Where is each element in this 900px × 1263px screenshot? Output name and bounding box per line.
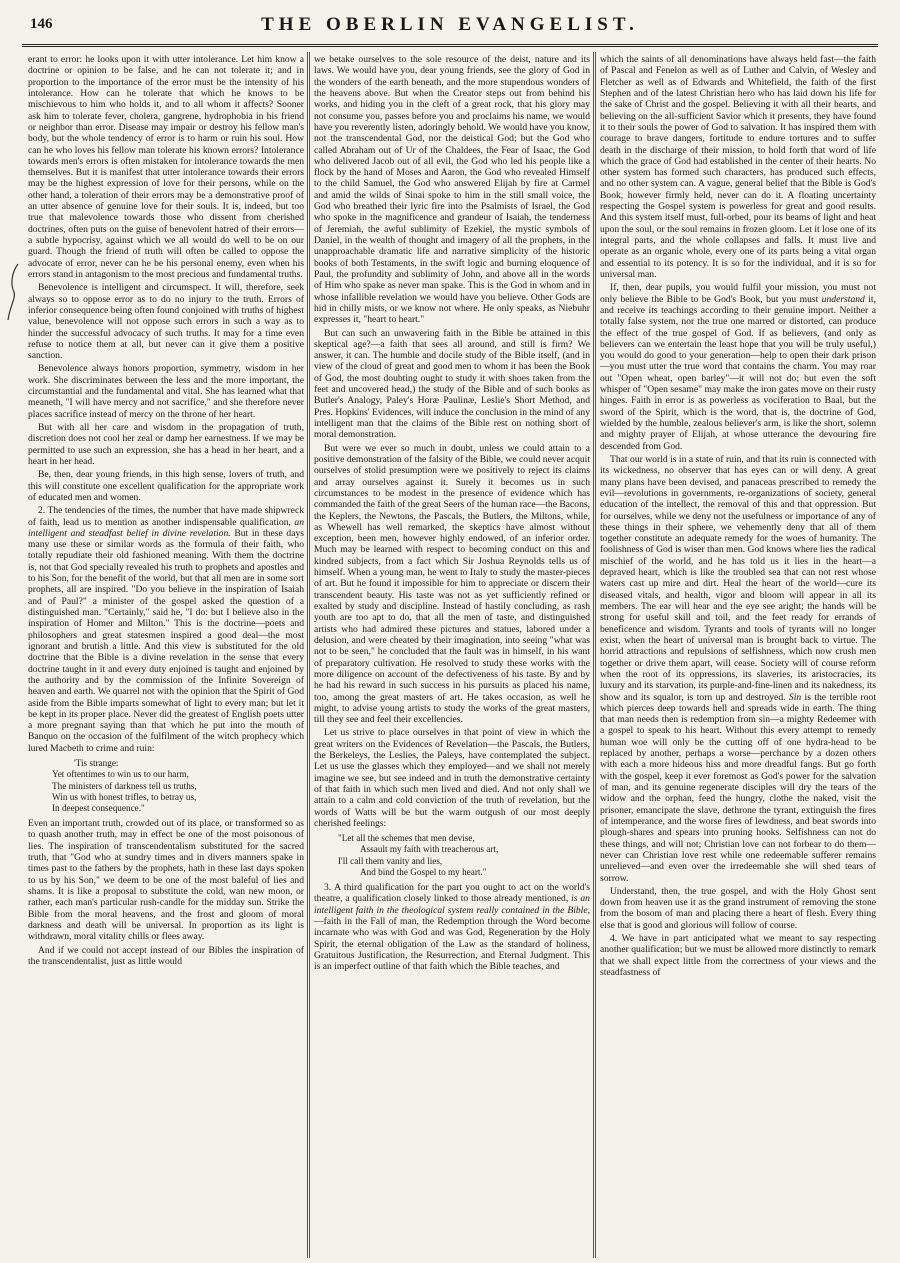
poem-line: I'll call them vanity and lies, (338, 855, 443, 866)
emphasis-text: understand (821, 293, 865, 305)
paragraph (600, 282, 876, 452)
paragraph: But were we ever so much in doubt, unless we could attain to a positive demonstration of the falsity of the Bible, we could never acquit ourselves of stolid presumption were we positively to reject its claims and array ourselves against it. Surely it becomes us in such circumstances to be modest in the presence of evidence which has commanded the faith of the great Seers of the human race—the Bacons, the Keplers, the Newtons, the Pascals, the Butlers, the Miltons, while, as Whewell has well remarked, the skeptics have almost without exception, been men, however highly endowed, of an inferior order. Much may be learned with respect to becoming conduct on this and kindred subjects, from a fact which Sir Joshua Reynolds tells us of himself. When a young man, he went to Italy to study the master-pieces of art. But he found it impossible for him to appreciate or discern their transcendent beauty. His taste was not as yet sufficiently refined or exalted by study and discipline. Instead of hastily concluding, as rash youth are too apt to do, that all the men of taste, and distinguished artists who had admired these pictures and statues, labored under a delusion, and were cheated by their imagination, into seeing "what was not to be seen," he concluded that the fault was in himself, in his want of preparatory cultivation. He resolved to study these works with the more diligence on account of the defectiveness of his taste. By and by he had his reward in such success in his pursuits as placed his name, too, among the great masters of art. He takes occasion, as well he might, to advise young artists to study the works of the great masters, till they see and feel their excellencies. (314, 442, 590, 726)
column-1 (28, 54, 304, 1254)
paragraph: erant to error: he looks upon it with utter intolerance. Let him know a doctrine or opinion to be false, and he can not tolerate it; and in proportion to the importance of the error must be the intensity of his intolerance. How can he tolerate that which he knows to be mischievous to him who holds it, and to all whom it affects? Sooner ask him to tolerate fever, cholera, gangrene, hydrophobia in his friend or neighbor than error. Disease may impair or destroy his fellow man's body, but the whole tendency of error is to harm or ruin his soul. How can he who loves his fellow man tolerate his known errors? Intolerance towards men's errors is often mistaken for intolerance towards the men themselves. But it is manifest that utter intolerance towards their errors may be the highest expression of love for their persons, while on the other hand, a toleration of their errors may be a demonstrative proof of an utter absence of genuine love for their souls. It is, indeed, but too true that malevolence towards those who dissent from cherished doctrines, often puts on the guise of benevolent hatred of their errors—a subtle hypocrisy, against which we all would do well to be on our guard. Though the friend of truth will often be called to oppose the advocate of error, never can he be his personal enemy, even when his errors stand in antagonism to the most precious and fundamental truths. (28, 54, 304, 280)
paragraph (600, 454, 876, 884)
column-divider (593, 52, 596, 1258)
poem-line: "Let all the schemes that men devise, (338, 833, 475, 844)
page-header (22, 8, 878, 48)
text-run: If, then, dear pupils, you would fulfil your mission, you must not only believe the Bible to be God's Book, but you must (600, 282, 876, 305)
text-run: is the terrible root which pierces deep towards hell and spreads wide in earth. The thing that man needs then is redemption from sin—a mighty Redeemer with a gospel to speak to his heart. Without this every attempt to remedy human woe will only be the cutting off of one hydra-head to be replaced by another, perhaps a worse—perchance by a dozen others with each a more hideous hiss and more dreadful fangs. But go forth with the gospel, keep it ever foremost as God's power for the salvation of man, and its genuine regenerate disciples will dry the tears of the widow and the orphan, feed the hungry, clothe the naked, visit the prisoner, emancipate the slave, dethrone the tyrant, extinguish the fires of intemperance, and the worse fires of lewdness, and beat swords into plough-shares and spears into pruning hooks. Selfishness can not do these things, and will not; Christian love can not forbear to do them—never can Christian love rest while one redeemable sufferer remains unrelieved—and even over the irredeemable she will shed tears of sorrow. (600, 691, 876, 884)
paragraph: Let us strive to place ourselves in that point of view in which the great writers on the Evidences of Revelation—the Pascals, the Butlers, the Berkeleys, the Leslies, the Paleys, have contemplated the subject. Let us use the glasses which they employed—and we shall not merely imagine we see, but see indeed and in truth the demonstrative certainty of that faith in which such men lived and died. And not only shall we attain to a calm and cold conviction of the truth of revelation, but the words of Watts will be but the warm outgush of our most deeply cherished feelings: (314, 727, 590, 829)
paragraph: Benevolence always honors proportion, symmetry, wisdom in her work. She discriminates between the less and the more important, the circumstantial and the fundamental and vital. She has learned what that meaneth, "I will have mercy and not sacrifice," and she therefore never places sacrifice instead of mercy on the throne of her heart. (28, 363, 304, 420)
text-run: 3. A third qualification for the part you ought to act on the world's theatre, a qualification closely linked to those already mentioned, (314, 882, 590, 905)
poem-line: Assault my faith with treacherous art, (360, 844, 499, 855)
text-run: —faith in the Fall of man, the Redemption through the Word become incarnate who was with God and was God, Regeneration by the Holy Spirit, the eternal obligation of the Law as the standard of holiness, Gratuitous Justification, the Resurrection, and Eternal Judgment. This is an imperfect outline of that faith which the Bible teaches, and (314, 916, 590, 973)
text-run: That our world is in a state of ruin, and that its ruin is connected with its wickedness, no observer that has eyes can or will deny. A great many plans have been devised, and panaceas prescribed to remedy the evil—revolutions in governments, re-organizations of society, general education of the intellect, the removal of this and that oppression. But for ourselves, while we deny not the usefulness or importance of any of these things in their sphere, we vehemently deny that all of them together constitute an adequate remedy for the woes of humanity. The foolishness of God is wiser than men. God knows where lies the radical mischief of the world, and he has told us it lies in the heart—a depraved heart, which is like the troubled sea that can not rest whose waters cast up mire and dirt. Heal the heart of the world—cure its diseased vitals, and health, vigor and bloom will appear in all its members. The ear will hear and the eye see aright; the hands will be strong for useful skill and toil, and the feet ready for errands of beneficence and wisdom. Tyrants and tools of tyrants will no longer exist, when the heart of universal man is brought back to virtue. The horrid attractions and repulsions of selfishness, which now crush men together or drive them apart, will cease. Society will of course reform when the root of its oppressions, its slaveries, its aristocracies, its luxury and its starvation, its purple-and-fine-linen and its nakedness, its show and its squalor, is torn up and destroyed. (600, 453, 876, 703)
column-divider (307, 52, 310, 1258)
paragraph (28, 505, 304, 754)
poem-line: 'Tis strange: (74, 758, 119, 769)
poem-quote (52, 758, 304, 814)
text-run: it, and receive its teachings according to their genuine import. Neither a totally false system, nor the true one marred or distorted, can produce the effect of the true gospel of God. If as believers, (and only as believers can we entertain the least hope that you will be truly useful,) you would do good to your generation—help to open their dark prison—you must utter the true word that contains the charm. You may roar out "Open wheat, open barley"—it will not do; but even the soft whisper of "Open sesame" may make the iron gates move on their rusty hinges. Faith in error is as powerless as vociferation to Baal, but the sword of the Spirit, which is the word, that is, the doctrine of God, wielded by the humble, zealous believer's arm, is like the short, solemn and mighty prayer of Elijah, at whose utterance the devouring fire descended from God. (600, 293, 876, 452)
page-number: 146 (30, 16, 53, 32)
paragraph: Understand, then, the true gospel, and with the Holy Ghost sent down from heaven use it as the grand instrument of removing the stone from the bosom of man and placing there a heart of flesh. Every thing else that is good and glorious will follow of course. (600, 885, 876, 931)
paragraph: which the saints of all denominations have always held fast—the faith of Pascal and Fenelon as well as of Luther and Calvin, of Wesley and Fletcher as well as of Edwards and Whitefield, the faith of the first Stephen and of the latest Christian hero who has laid down his life for the sake of Christ and the gospel. Believing it with all their hearts, and believing on the all-sufficient Savior which it presents, they have found it to their souls the power of God to salvation. It has inspired them with courage to brave dangers, fortitude to endure tortures and to suffer death in the discharge of their mission, to hold forth that word of life which the grace of God had established in the center of their hearts. No other system has formed such characters, has produced such effects, and no other system can. A vague, general belief that the Bible is God's Book, however firmly held, never can do it. A floating uncertainty respecting the Gospel system is powerless for great and good results. And this system itself must, full-orbed, pour its beams of light and heat upon the soul, or the soul remains in frozen gloom. Let it lose one of its integral parts, and the whole collapses and falls. It must live and operate as an organic whole, every one of its parts being a vital organ and essential to its potency. It is so for the individual, and it is so for universal man. (600, 54, 876, 280)
poem-line: In deepest consequence." (52, 802, 145, 813)
text-run: But in these days many use these or similar words as the formula of their faith, who totally repudiate their old fashioned meaning. With them the doctrine is, not that God specially revealed his truth to prophets and apostles and to his Son, for the benefit of the world, but that all men are in some sort prophets, all are inspired. "Do you believe in the inspiration of Isaiah and of Paul?" a minister of the gospel asked the question of a distinguished man. "Certainly," said he, "I do: but I believe also in the inspiration of Homer and Milton." This is the doctrine—poets and philosophers and great statesmen inspired a good deal—the most ignorant and brutish a little. And this view is substituted for the old doctrine that the Bible is a divine revelation in the sense that every doctrine taught in it and every duty enjoined is taught and enjoined by the authority and by the commission of the Infinite Sovereign of heaven and earth. We quarrel not with the opinion that the Spirit of God aside from the Bible imparts somewhat of light to every man; but let it be kept in its proper place. Never did the greatest of English poets utter a more pregnant saying than that which he put into the mouth of Banquo on the occasion of the fulfilment of the witch prophecy which lured Macbeth to crime and ruin: (28, 527, 304, 754)
header-rule (22, 44, 878, 47)
paragraph: Be, then, dear young friends, in this high sense, lovers of truth, and this will constitute one excellent qualification for the appropriate work of educated men and women. (28, 469, 304, 503)
paragraph: Benevolence is intelligent and circumspect. It will, therefore, seek always so to oppose error as to do no injury to the truth. Errors of inferior consequence being often found conjoined with truths of highest value, benevolence will not oppose such errors in such a way as to hinder the successful advocacy of such truths. It may for a time even refuse to notice them at all, but never can it give them a positive sanction. (28, 282, 304, 362)
poem-line: Win us with honest trifles, to betray us, (52, 791, 197, 802)
column-3 (600, 54, 876, 1254)
emphasis-text: an intelligent and steadfast belief in divine revelation. (28, 516, 304, 539)
paragraph: And if we could not accept instead of our Bibles the inspiration of the transcendentalist, just as little would (28, 944, 304, 967)
paragraph: Even an important truth, crowded out of its place, or transformed so as to quash another truth, may in effect be one of the most poisonous of lies. The inspiration of transcendentalism substituted for the sacred truth, that "God who at sundry times and in divers manners spake in times past to the fathers by the prophets, hath in these last days spoken to us by his Son," we deem to be one of the most baleful of lies and shams. It is like a proposal to substitute the cold, wan new moon, or rather, each man's particular rush-candle for the midday sun. Strike the Bible from the moral heavens, and the frost and gloom of moral darkness and death will be universal. In proportion as its light is withdrawn, moral vitality chills or flees away. (28, 818, 304, 943)
paragraph: But with all her care and wisdom in the propagation of truth, discretion does not cool her zeal or damp her earnestness. If we may be permitted to use such an expression, she has a head in her heart, and a heart in her head. (28, 422, 304, 467)
paragraph: But can such an unwavering faith in the Bible be attained in this skeptical age?—a faith that sees all around, and still is firm? We answer, it can. The humble and docile study of the Bible itself, (and in view of the cloud of great and good men to whom it has been the Book of God, the most doubting ought to study it with shoes taken from the feet and uncovered head,) the study of the Bible and of such books as Butler's Analogy, Paley's Horæ Paulinæ, Leslie's Short Method, and Pres. Hopkins' Evidences, will induce the conclusion in the mind of any intelligent man that the claims of the Bible rest on nothing short of moral demonstration. (314, 327, 590, 441)
paragraph: we betake ourselves to the sole resource of the deist, nature and its laws. We would have you, dear young friends, see the glory of God in the wonders of the earth beneath, and the more stupendous wonders of the heavens above. But when the Creator steps out from behind his works, and hiding you in the cleft of a great rock, that his glory may not consume you, passes before you and proclaims his name, we would have you reverently listen, adoringly behold. We would have you know, not the transcendental God, nor the deistical God; but the God who called Abraham out of Ur of the Chaldees, the Fear of Isaac, the God who delivered Jacob out of all evil, the God who led his people like a flock by the hand of Moses and Aaron, the God who revealed Himself to the child Samuel, the God who answered Elijah by fire at Carmel and amid the wilds of Sinai spoke to him in the still small voice, the God who breathed their lyric fire into the Psalmists of Israel, the God who spoke in the magnificence and grandeur of Isaiah, the tenderness of Jeremiah, the awful sublimity of Ezekiel, the mystic symbols of Daniel, in the wealth of thought and imagery of all the prophets, in the unapproachable dramatic life and narrative simplicity of the historic books of both Testaments, in the swift logic and burning eloquence of Paul, the profundity and sublimity of John, and above all in the words of Him who spake as never man spake. This is the God in whom and in whose infallible revelation we would have you believe. Other Gods are hid in chilly mists, or we know not where. He only speaks, as Niebuhr expresses it, "heart to heart." (314, 54, 590, 326)
text-run: 2. The tendencies of the times, the number that have made shipwreck of faith, lead us to mention as another indispensable qualification, (28, 505, 304, 528)
poem-line: The ministers of darkness tell us truths, (52, 780, 197, 791)
poem-line: And bind the Gospel to my heart." (360, 866, 487, 877)
emphasis-text: is an intelligent faith in the theological system really contained in the Bible, (314, 893, 590, 916)
paragraph (314, 882, 590, 973)
poem-line: Yet oftentimes to win us to our harm, (52, 769, 189, 780)
masthead-title: THE OBERLIN EVANGELIST. (261, 14, 639, 35)
margin-mark-icon (6, 262, 24, 322)
emphasis-text: Sin (788, 691, 802, 703)
poem-quote (338, 833, 590, 878)
column-2 (314, 54, 590, 1254)
paragraph: 4. We have in part anticipated what we meant to say respecting another qualification; but we must be allowed more distinctly to remark that we shall expect little from the correctness of your views and the steadfastness of (600, 933, 876, 978)
